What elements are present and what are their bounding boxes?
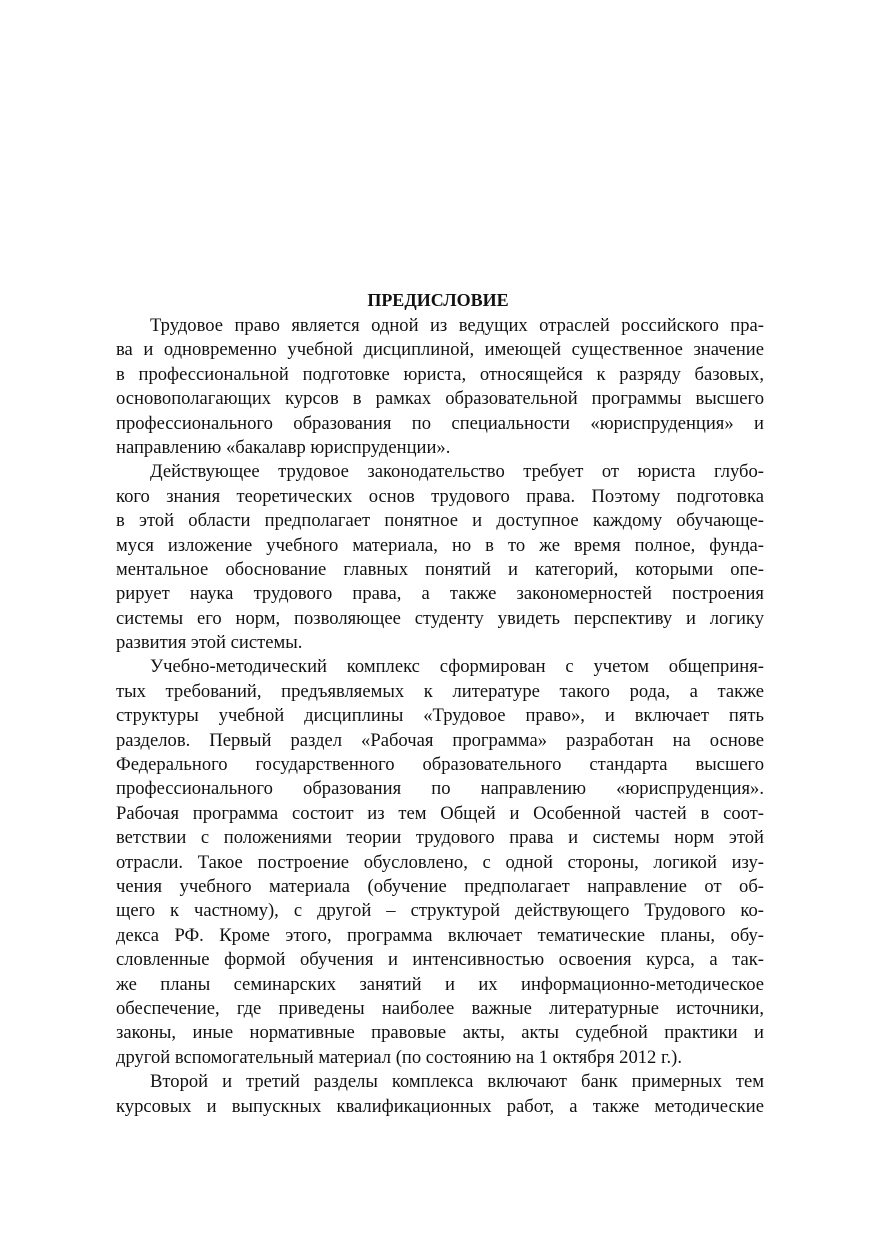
text-line: в этой области предполагает понятное и доступное каждому обучающе- — [116, 510, 764, 532]
text-line: же планы семинарских занятий и их информационно-методическое — [116, 973, 764, 995]
text-line: чения учебного материала (обучение предполагает направление от об- — [116, 875, 764, 897]
text-line: Второй и третий разделы комплекса включают банк примерных тем — [150, 1071, 764, 1093]
text-line: другой вспомогательный материал (по состоянию на 1 октября 2012 г.). — [116, 1046, 683, 1068]
body-text — [116, 314, 764, 1119]
text-line: в профессиональной подготовке юриста, относящейся к разряду базовых, — [116, 363, 764, 385]
text-line: щего к частному), с другой – структурой действующего Трудового ко- — [116, 900, 764, 922]
text-line: системы его норм, позволяющее студенту увидеть перспективу и логику — [116, 607, 764, 629]
text-line: обеспечение, где приведены наиболее важные литературные источники, — [116, 997, 764, 1019]
text-line: Федерального государственного образовательного стандарта высшего — [116, 754, 764, 776]
text-line: словленные формой обучения и интенсивностью освоения курса, а так- — [116, 949, 764, 971]
text-line: законы, иные нормативные правовые акты, акты судебной практики и — [116, 1022, 764, 1044]
text-line: декса РФ. Кроме этого, программа включает тематические планы, обу- — [116, 924, 764, 946]
text-line: профессионального образования по направлению «юриспруденция». — [116, 778, 764, 800]
text-line: Рабочая программа состоит из тем Общей и Особенной частей в соот- — [116, 802, 764, 824]
text-line: ветствии с положениями теории трудового права и системы норм этой — [116, 827, 764, 849]
text-line: Учебно-методический комплекс сформирован с учетом общеприня- — [150, 656, 764, 678]
text-line: ментальное обоснование главных понятий и категорий, которыми опе- — [116, 558, 764, 580]
text-line: тых требований, предъявляемых к литературе такого рода, а также — [116, 680, 764, 702]
text-line: развития этой системы. — [116, 632, 303, 654]
text-line: кого знания теоретических основ трудового права. Поэтому подготовка — [116, 485, 764, 507]
text-line: курсовых и выпускных квалификационных работ, а также методические — [116, 1095, 764, 1117]
text-line: профессионального образования по специальности «юриспруденция» и — [116, 412, 764, 434]
text-line: Трудовое право является одной из ведущих отраслей российского пра- — [150, 315, 764, 336]
text-line: муся изложение учебного материала, но в то же время полное, фунда- — [116, 534, 764, 556]
text-line: структуры учебной дисциплины «Трудовое право», и включает пять — [116, 705, 764, 727]
text-line: разделов. Первый раздел «Рабочая программа» разработан на основе — [116, 729, 764, 751]
text-line: Действующее трудовое законодательство требует от юриста глубо- — [150, 461, 764, 483]
text-line: ва и одновременно учебной дисциплиной, имеющей существенное значение — [116, 339, 764, 361]
text-line: направлению «бакалавр юриспруденции». — [116, 436, 451, 458]
text-line: рирует наука трудового права, а также закономерностей построения — [116, 583, 764, 605]
text-line: отрасли. Такое построение обусловлено, с одной стороны, логикой изу- — [116, 851, 764, 873]
page-title: ПРЕДИСЛОВИЕ — [367, 290, 509, 310]
text-line: основополагающих курсов в рамках образовательной программы высшего — [116, 388, 764, 410]
